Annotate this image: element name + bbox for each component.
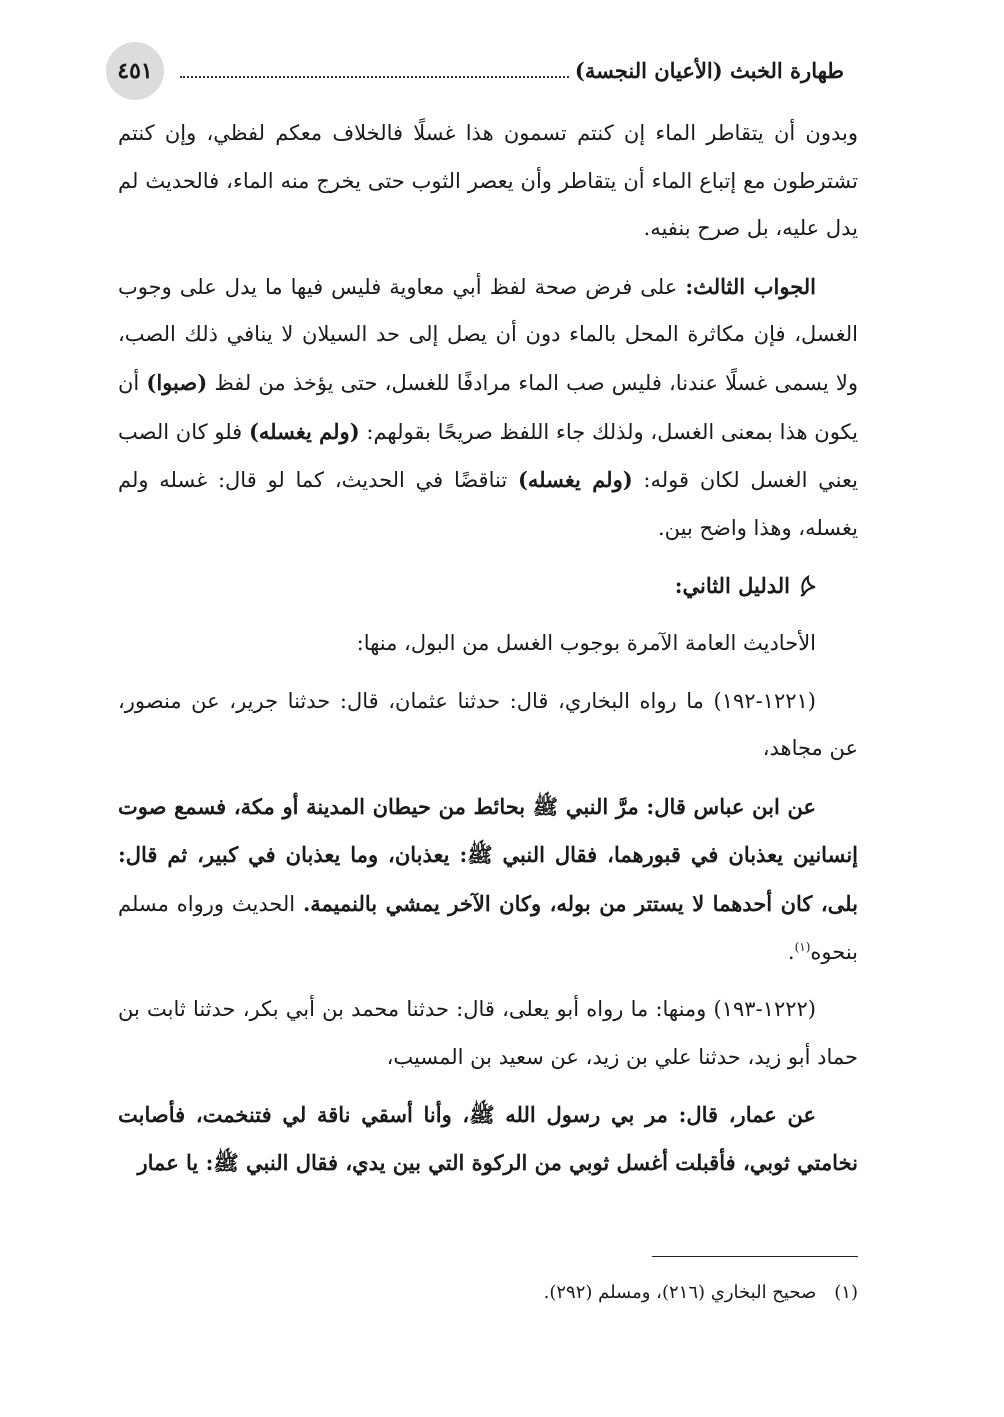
leaf-ornament-icon (798, 575, 818, 597)
paragraph-1: وبدون أن يتقاطر الماء إن كنتم تسمون هذا غسلًا فالخلاف معكم لفظي، وإن كنتم تشترطون مع إتباع الماء أن يتقاطر وأن يعصر الثوب حتى يخرج منه الماء، فالحديث لم يدل عليه، بل صرح بنفيه. (118, 121, 858, 241)
hadith-ibn-abbas-bold: عن ابن عباس قال: مرَّ النبي ﷺ بحائط من حيطان المدينة أو مكة، فسمع صوت إنسانين يعذبان في قبورهما، فقال النبي ﷺ: يعذبان، وما يعذبان في كبير، ثم قال: بلى، كان أحدهما لا يستتر من بوله، وكان الآخر يمشي بالنميمة. (118, 793, 858, 916)
footnote-list (118, 1276, 858, 1310)
header-dotted-leader (180, 76, 569, 78)
hadith-ibn-abbas-tail: الحديث ورواه مسلم بنحوه (118, 891, 858, 964)
hadith-ibn-abbas-end: . (787, 939, 795, 964)
footnote-number: (١) (834, 1282, 858, 1303)
paragraph-2-text-b: أن يكون هذا بمعنى الغسل، ولذلك جاء اللفظ صريحًا بقولهم: (118, 370, 859, 444)
paragraph-2-text-c: فلو كان الصب يعني الغسل لكان قوله: (118, 419, 858, 493)
section-heading-text: الدليل الثاني: (674, 573, 790, 599)
footnote-item (118, 1276, 858, 1310)
hadith-chain-1221: (١٢٢١-١٩٢) ما رواه البخاري، قال: حدثنا عثمان، قال: حدثنا جرير، عن منصور، عن مجاهد، (118, 688, 858, 761)
footnote-text: صحيح البخاري (٢١٦)، ومسلم (٢٩٢). (543, 1282, 817, 1303)
quote-sobbu: (صبوا) (146, 369, 208, 395)
footnote-ref-1[interactable]: (١) (794, 939, 811, 954)
third-answer-lead: الجواب الثالث: (685, 273, 816, 299)
hadith-chain-1222: (١٢٢٢-١٩٣) ومنها: ما رواه أبو يعلى، قال: حدثنا محمد بن أبي بكر، حدثنا ثابت بن حماد أبو زيد، حدثنا علي بن زيد، عن سعيد بن المسيب، (118, 997, 858, 1069)
section-heading (118, 562, 858, 610)
quote-lam-yaghsilhu-2: (ولم يغسله) (517, 467, 633, 493)
running-title: طهارة الخبث (الأعيان النجسة) (574, 57, 844, 83)
running-header (180, 52, 844, 88)
paragraph-2-text-a: على فرض صحة لفظ أبي معاوية فليس فيها ما يدل على وجوب الغسل، فإن مكاثرة المحل بالماء دون أن يصل إلى حد السيلان لا ينافي ذلك الصب، ولا يسمى غسلًا عندنا، فليس صب الماء مرادفًا للغسل، حتى يؤخذ من لفظ (118, 274, 858, 395)
paragraph-3: الأحاديث العامة الآمرة بوجوب الغسل من البول، منها: (356, 630, 816, 655)
hadith-text-ibn-abbas (118, 783, 858, 976)
page-body (118, 110, 858, 1186)
quote-lam-yaghsilhu-1: (ولم يغسله) (248, 418, 360, 444)
paragraph-2-text-d: تناقضًا في الحديث، كما لو قال: غسله ولم يغسله، وهذا واضح بين. (118, 468, 858, 540)
footnote-separator (652, 1256, 858, 1257)
hadith-text-ammar: عن عمار، قال: مر بي رسول الله ﷺ، وأنا أسقي ناقة لي فتنخمت، فأصابت نخامتي ثوبي، فأقبلت أغسل ثوبي من الركوة التي بين يدي، فقال النبي ﷺ: يا عمار (118, 1102, 858, 1175)
page-number: ٤٥١ (106, 42, 164, 100)
paragraph-third-answer (118, 263, 858, 553)
